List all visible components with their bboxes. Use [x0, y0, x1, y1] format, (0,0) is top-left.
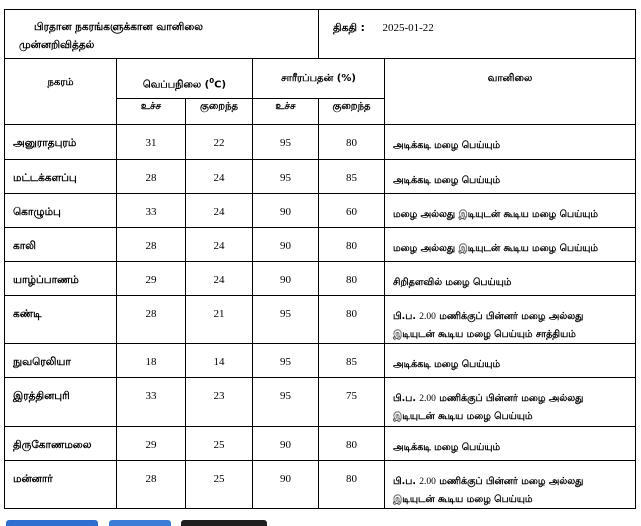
table-row	[5, 125, 636, 160]
share-button-3[interactable]	[181, 520, 267, 526]
date-value: 2025-01-22	[382, 22, 434, 34]
weather-time: 2.00	[419, 394, 436, 404]
table-row	[5, 461, 636, 509]
temperature-unit: C)	[214, 79, 227, 91]
city-name: காலி	[5, 228, 117, 262]
weather-time: 2.00	[419, 477, 436, 487]
temp-max-header: உச்ச	[117, 99, 186, 125]
weather-desc: மழை அல்லது இடியுடன் கூடிய மழை பெய்யும்	[385, 194, 636, 228]
weather-text-line2: இடியுடன் கூடிய மழை பெய்யும்	[393, 411, 533, 422]
humidity-max: 95	[253, 378, 319, 427]
city-name: நுவரெலியா	[5, 344, 117, 378]
forecast-table	[4, 9, 636, 509]
table-row	[5, 296, 636, 344]
humidity-column-header: சாரீரப்பதன் (%)	[253, 59, 385, 99]
table-row	[5, 160, 636, 194]
weather-time: 2.00	[419, 312, 436, 322]
temp-min: 25	[186, 427, 253, 461]
weather-text: மணிக்குப் பின்னர் மழை அல்லது	[435, 476, 584, 487]
temp-max: 29	[117, 427, 186, 461]
city-name: கொழும்பு	[5, 194, 117, 228]
humidity-min: 80	[319, 125, 385, 160]
title-line-1: பிரதான நகரங்களுக்கான வானிலை	[34, 21, 204, 33]
humidity-max: 90	[253, 427, 319, 461]
table-row	[5, 378, 636, 427]
weather-desc: அடிக்கடி மழை பெய்யும்	[385, 160, 636, 194]
temp-max: 33	[117, 378, 186, 427]
city-name: மட்டக்களப்பு	[5, 160, 117, 194]
temp-max: 28	[117, 296, 186, 344]
weather-prefix: பி.ப.	[393, 476, 420, 487]
temp-max: 28	[117, 160, 186, 194]
humidity-max: 95	[253, 344, 319, 378]
humidity-max: 95	[253, 160, 319, 194]
temp-min: 25	[186, 461, 253, 509]
table-row	[5, 262, 636, 296]
temperature-label: வெப்பநிலை (	[142, 79, 210, 91]
temp-max: 28	[117, 228, 186, 262]
weather-desc: அடிக்கடி மழை பெய்யும்	[385, 427, 636, 461]
weather-column-header: வானிலை	[385, 59, 636, 125]
date-label: திகதி :	[333, 22, 365, 34]
city-name: அனுராதபுரம்	[5, 125, 117, 160]
humidity-max-header: உச்ச	[253, 99, 319, 125]
weather-text-line2: இடியுடன் கூடிய மழை பெய்யும்	[393, 494, 533, 505]
temp-max: 18	[117, 344, 186, 378]
humidity-max: 90	[253, 461, 319, 509]
temp-min: 24	[186, 262, 253, 296]
humidity-max: 90	[253, 194, 319, 228]
temp-min-header: குறைந்த	[186, 99, 253, 125]
forecast-table-wrapper	[4, 9, 636, 509]
weather-text-line2: இடியுடன் கூடிய மழை பெய்யும் சாத்தியம்	[393, 329, 576, 340]
temp-max: 33	[117, 194, 186, 228]
weather-prefix: பி.ப.	[393, 311, 420, 322]
weather-desc: சிறிதளவில் மழை பெய்யும்	[385, 262, 636, 296]
table-row	[5, 427, 636, 461]
temp-max: 28	[117, 461, 186, 509]
temp-min: 14	[186, 344, 253, 378]
table-row	[5, 228, 636, 262]
title-row	[5, 10, 636, 59]
humidity-min: 80	[319, 228, 385, 262]
weather-desc: மழை அல்லது இடியுடன் கூடிய மழை பெய்யும்	[385, 228, 636, 262]
humidity-min: 85	[319, 160, 385, 194]
humidity-min: 85	[319, 344, 385, 378]
humidity-min: 60	[319, 194, 385, 228]
temp-min: 24	[186, 228, 253, 262]
temp-max: 29	[117, 262, 186, 296]
degree-superscript: 0	[209, 77, 215, 85]
city-column-header: நகரம்	[5, 59, 117, 125]
weather-desc	[385, 461, 636, 509]
humidity-max: 90	[253, 228, 319, 262]
temp-min: 21	[186, 296, 253, 344]
share-button-1[interactable]	[6, 520, 98, 526]
humidity-min: 80	[319, 296, 385, 344]
city-name: மன்னார்	[5, 461, 117, 509]
weather-prefix: பி.ப.	[393, 393, 420, 404]
humidity-min: 80	[319, 427, 385, 461]
humidity-min-header: குறைந்த	[319, 99, 385, 125]
humidity-max: 95	[253, 296, 319, 344]
humidity-min: 80	[319, 262, 385, 296]
table-title	[5, 10, 319, 59]
weather-text: மணிக்குப் பின்னர் மழை அல்லது	[435, 393, 584, 404]
temperature-column-header	[117, 59, 253, 99]
city-name: இரத்தினபுரி	[5, 378, 117, 427]
weather-desc: அடிக்கடி மழை பெய்யும்	[385, 344, 636, 378]
table-row	[5, 344, 636, 378]
weather-desc: அடிக்கடி மழை பெய்யும்	[385, 125, 636, 160]
temp-min: 24	[186, 194, 253, 228]
temp-min: 22	[186, 125, 253, 160]
city-name: கண்டி	[5, 296, 117, 344]
table-row	[5, 194, 636, 228]
temp-min: 24	[186, 160, 253, 194]
city-name: யாழ்ப்பாணம்	[5, 262, 117, 296]
humidity-max: 95	[253, 125, 319, 160]
column-header-row	[5, 59, 636, 99]
share-button-2[interactable]	[109, 520, 171, 526]
humidity-max: 90	[253, 262, 319, 296]
temp-min: 23	[186, 378, 253, 427]
humidity-min: 75	[319, 378, 385, 427]
weather-text: மணிக்குப் பின்னர் மழை அல்லது	[435, 311, 584, 322]
date-cell	[319, 10, 636, 59]
city-name: திருகோணமலை	[5, 427, 117, 461]
title-line-2: முன்னறிவித்தல்	[19, 39, 95, 51]
humidity-min: 80	[319, 461, 385, 509]
weather-desc	[385, 296, 636, 344]
temp-max: 31	[117, 125, 186, 160]
weather-desc	[385, 378, 636, 427]
